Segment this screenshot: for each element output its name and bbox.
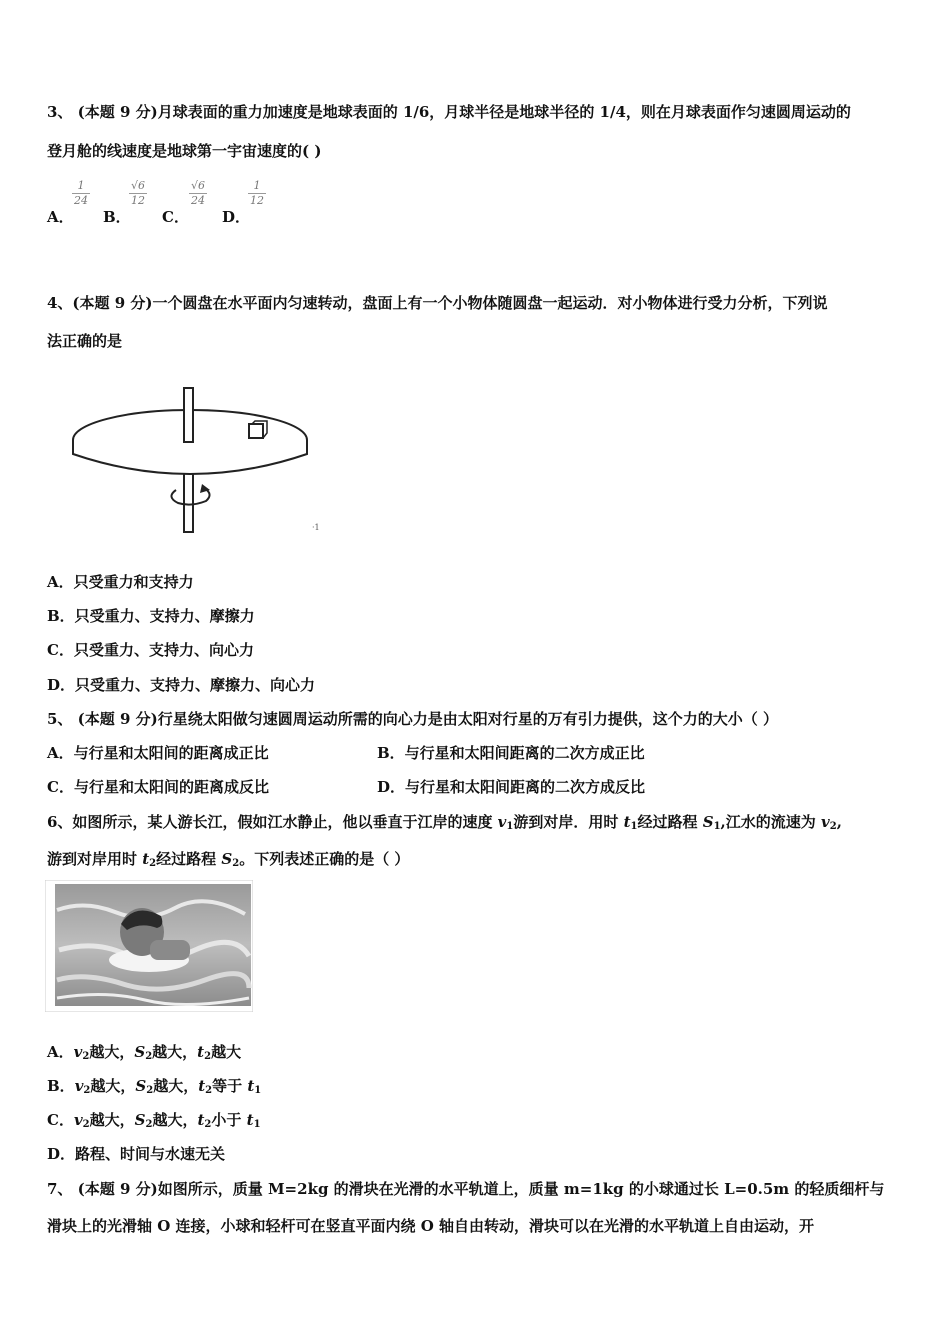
q6-text-line1: 6、如图所示，某人游长江，假如江水静止，他以垂直于江岸的速度 $v_1$游到对岸．用时 $t_1$经过路程 $S_1$,江水的流速为 $v_2$, xyxy=(47,813,842,832)
rotating-disk-figure xyxy=(66,384,326,534)
shaft-upper xyxy=(184,388,193,442)
q3-option-d-label: D． xyxy=(222,208,251,226)
q4-option-b: B．只受重力、支持力、摩擦力 xyxy=(47,607,255,625)
svg-text:·1: ·1 xyxy=(312,523,320,532)
q3-option-b-label: B． xyxy=(103,208,131,226)
fraction-denominator: 24 xyxy=(74,194,88,207)
fraction-numerator: √6 xyxy=(190,179,205,192)
q3-text-line2: 登月舱的线速度是地球第一宇宙速度的( ) xyxy=(47,142,322,160)
q5-option-d: D．与行星和太阳间距离的二次方成反比 xyxy=(377,778,646,796)
fraction-denominator: 12 xyxy=(250,194,264,207)
q5-option-b: B．与行星和太阳间距离的二次方成正比 xyxy=(377,744,645,762)
q4-option-d: D．只受重力、支持力、摩擦力、向心力 xyxy=(47,676,316,694)
small-object xyxy=(249,424,263,438)
q7-text-line1: 7、 (本题 9 分)如图所示，质量 M=2kg 的滑块在光滑的水平轨道上，质量 m=1kg 的小球通过长 L=0.5m 的轻质细杆与 xyxy=(47,1180,885,1198)
swimmer-photo xyxy=(45,880,253,1012)
fraction-denominator: 12 xyxy=(131,194,145,207)
q6-text-line2: 游到对岸用时 $t_2$经过路程 $S_2$。下列表述正确的是（ ） xyxy=(47,850,410,869)
q6-option-d: D．路程、时间与水速无关 xyxy=(47,1145,226,1163)
q3-text-line1: 3、 (本题 9 分)月球表面的重力加速度是地球表面的 1/6，月球半径是地球半径的 1/4，则在月球表面作匀速圆周运动的 xyxy=(47,103,851,121)
q6-option-b: B．$v_2$越大，$S_2$越大，$t_2$等于 $t_1$ xyxy=(47,1077,262,1096)
q3-option-a-fraction xyxy=(70,180,92,207)
q3-option-d-fraction xyxy=(246,180,268,207)
q5-text: 5、 (本题 9 分)行星绕太阳做匀速圆周运动所需的向心力是由太阳对行星的万有引力提供，这个力的大小（ ） xyxy=(47,710,778,728)
disk-edge xyxy=(73,440,307,474)
q4-text-line2: 法正确的是 xyxy=(47,332,123,350)
q4-option-a: A．只受重力和支持力 xyxy=(47,573,194,591)
fraction-numerator: √6 xyxy=(130,179,145,192)
fraction-denominator: 24 xyxy=(191,194,205,207)
q7-text-line2: 滑块上的光滑轴 O 连接，小球和轻杆可在竖直平面内绕 O 轴自由转动，滑块可以在光滑的水平轨道上自由运动，开 xyxy=(47,1217,815,1235)
q3-option-c-label: C． xyxy=(162,208,189,226)
q5-option-c: C．与行星和太阳间的距离成反比 xyxy=(47,778,269,796)
q4-text-line1: 4、(本题 9 分)一个圆盘在水平面内匀速转动，盘面上有一个小物体随圆盘一起运动．对小物体进行受力分析，下列说 xyxy=(47,294,828,312)
q3-option-b-fraction xyxy=(127,180,149,207)
fraction-numerator: 1 xyxy=(77,179,85,192)
fraction-numerator: 1 xyxy=(253,179,261,192)
q3-option-c-fraction xyxy=(187,180,209,207)
q4-option-c: C．只受重力、支持力、向心力 xyxy=(47,641,254,659)
q5-option-a: A．与行星和太阳间的距离成正比 xyxy=(47,744,269,762)
q6-option-a: A．$v_2$越大，$S_2$越大，$t_2$越大 xyxy=(47,1043,242,1062)
q6-option-c: C．$v_2$越大，$S_2$越大，$t_2$小于 $t_1$ xyxy=(47,1111,261,1130)
q3-option-a-label: A． xyxy=(47,208,74,226)
